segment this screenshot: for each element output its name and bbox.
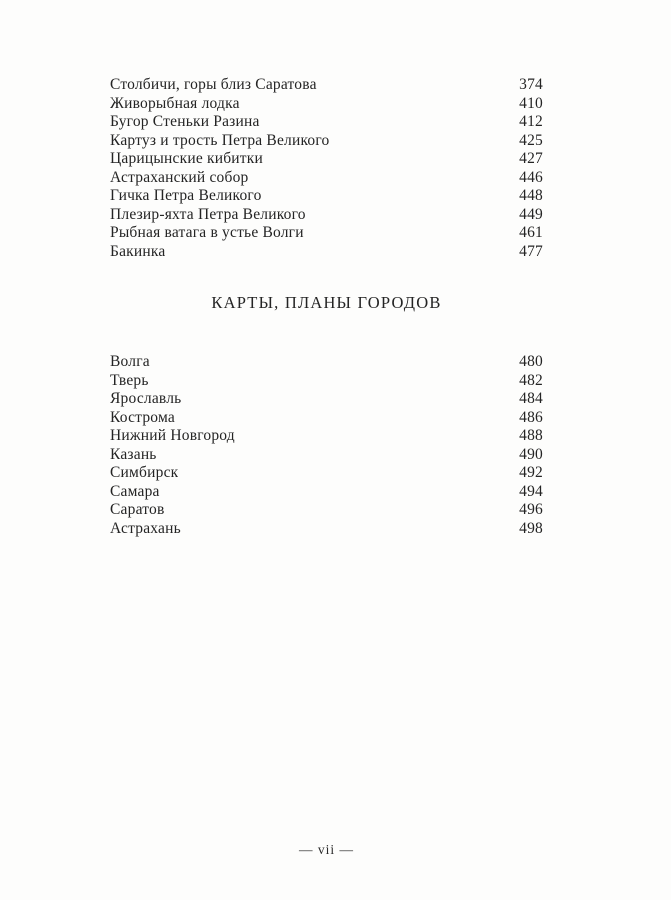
toc-entry bbox=[110, 520, 543, 539]
toc-entry bbox=[110, 464, 543, 483]
toc-entry bbox=[110, 409, 543, 428]
toc-entry-title: Тверь bbox=[110, 371, 149, 389]
toc-entry bbox=[110, 169, 543, 188]
toc-entry bbox=[110, 76, 543, 95]
toc-entry-page: 482 bbox=[519, 371, 543, 389]
toc-entry-title: Симбирск bbox=[110, 464, 179, 481]
toc-entry-title: Царицынские кибитки bbox=[110, 150, 263, 167]
toc-entry-page: 427 bbox=[519, 150, 543, 167]
toc-entry-title: Кострома bbox=[110, 408, 175, 426]
toc-entry-title: Гичка Петра Великого bbox=[110, 187, 262, 204]
toc-entry-title: Плезир-яхта Петра Великого bbox=[110, 205, 306, 223]
toc-entry bbox=[110, 501, 543, 520]
section-heading: КАРТЫ, ПЛАНЫ ГОРОДОВ bbox=[211, 293, 442, 312]
toc-entry bbox=[110, 243, 543, 262]
toc-entry-title: Волга bbox=[110, 353, 150, 370]
toc-entry-page: 374 bbox=[519, 76, 543, 93]
toc-entry bbox=[110, 483, 543, 502]
toc-entry-title: Ярославль bbox=[110, 390, 182, 407]
toc-entry-page: 490 bbox=[519, 445, 543, 463]
toc-entry-title: Казань bbox=[110, 445, 157, 463]
toc-entry bbox=[110, 224, 543, 243]
toc-entry-page: 449 bbox=[519, 205, 543, 223]
toc-entry-title: Бакинка bbox=[110, 242, 166, 260]
toc-entry bbox=[110, 206, 543, 225]
toc-entry bbox=[110, 427, 543, 446]
toc-entry-title: Живорыбная лодка bbox=[110, 94, 240, 112]
toc-entry bbox=[110, 150, 543, 169]
toc-entry-title: Саратов bbox=[110, 501, 165, 518]
toc-entry-title: Бугор Стеньки Разина bbox=[110, 113, 260, 130]
toc-entry-page: 425 bbox=[519, 131, 543, 149]
page-number-footer: — vii — bbox=[298, 842, 354, 857]
toc-entry-page: 410 bbox=[519, 94, 543, 112]
toc-entry bbox=[110, 132, 543, 151]
toc-entry-page: 477 bbox=[519, 242, 543, 260]
toc-entry-page: 412 bbox=[519, 113, 543, 130]
toc-entry-title: Рыбная ватага в устье Волги bbox=[110, 224, 304, 241]
toc-entry-title: Картуз и трость Петра Великого bbox=[110, 131, 330, 149]
toc-entry-page: 492 bbox=[519, 464, 543, 481]
toc-entry-title: Самара bbox=[110, 482, 160, 500]
toc-entry-page: 446 bbox=[519, 168, 543, 186]
toc-entry-page: 461 bbox=[519, 224, 543, 241]
toc-entry-page: 498 bbox=[519, 519, 543, 537]
toc-entry-title: Астрахань bbox=[110, 519, 181, 537]
maps-plans-list bbox=[110, 353, 543, 538]
toc-entry-title: Столбичи, горы близ Саратова bbox=[110, 76, 317, 93]
toc-entry-page: 494 bbox=[519, 482, 543, 500]
toc-entry-page: 484 bbox=[519, 390, 543, 407]
toc-entry bbox=[110, 95, 543, 114]
toc-entry-page: 488 bbox=[519, 427, 543, 444]
toc-entry-title: Астраханский собор bbox=[110, 168, 249, 186]
toc-entry-page: 486 bbox=[519, 408, 543, 426]
toc-entry bbox=[110, 446, 543, 465]
toc-entry-title: Нижний Новгород bbox=[110, 427, 235, 444]
toc-entry bbox=[110, 113, 543, 132]
illustrations-list bbox=[110, 76, 543, 261]
toc-entry bbox=[110, 187, 543, 206]
toc-entry bbox=[110, 353, 543, 372]
toc-entry-page: 448 bbox=[519, 187, 543, 204]
toc-entry-page: 496 bbox=[519, 501, 543, 518]
toc-entry bbox=[110, 390, 543, 409]
toc-entry bbox=[110, 372, 543, 391]
toc-entry-page: 480 bbox=[519, 353, 543, 370]
